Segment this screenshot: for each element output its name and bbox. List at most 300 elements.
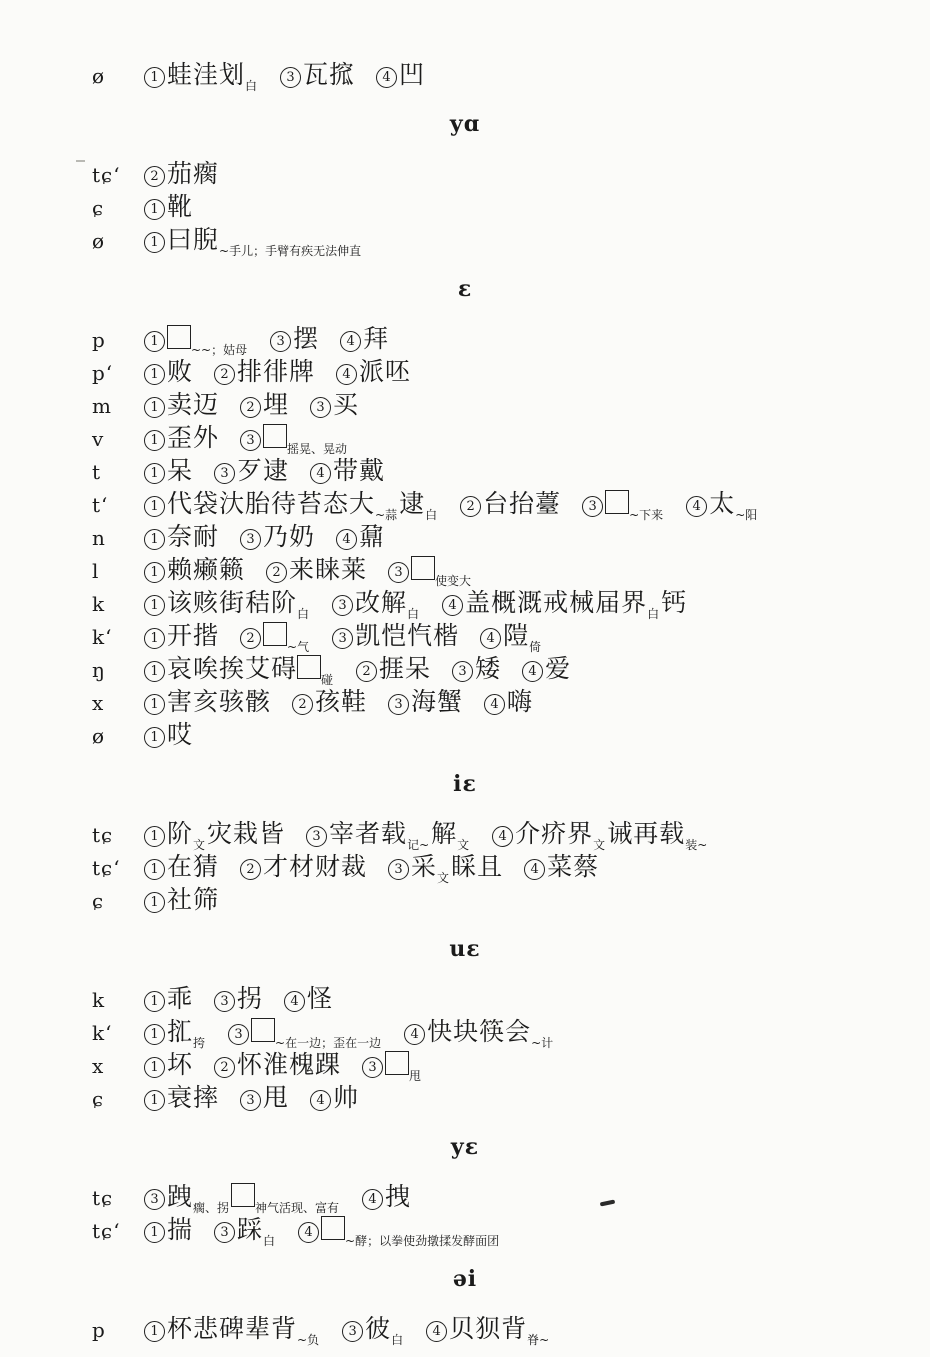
character-group: 才材财裁 [263, 852, 368, 881]
tone-item [310, 454, 385, 490]
tone-number: 2 [292, 694, 313, 715]
tone-number: 1 [144, 397, 165, 418]
tone-number: 3 [240, 1090, 261, 1111]
tone-item [214, 1213, 277, 1258]
annotation: 神气活现、富有 [255, 1201, 340, 1215]
initial-label: tɕ‘ [92, 856, 121, 880]
final-header: yɛ [450, 1134, 480, 1160]
tone-number: 3 [306, 826, 327, 847]
entry-row [0, 685, 930, 718]
tone-number: 2 [266, 562, 287, 583]
character-group: 甩 [263, 1083, 290, 1112]
annotation: 记~ [407, 838, 430, 852]
tone-number: 1 [144, 1090, 165, 1111]
scan-artifact [76, 160, 85, 162]
character-group: 矮 [475, 654, 502, 683]
tone-number: 3 [388, 859, 409, 880]
character-group: 宰者载 [329, 819, 408, 848]
character-group: 爱 [545, 654, 572, 683]
character-group: 哀唉挨艾碍 [167, 654, 298, 683]
tone-item [452, 652, 501, 688]
character-group: 埋 [263, 390, 290, 419]
character-group: 孩鞋 [315, 687, 368, 716]
character-group: 摆 [293, 324, 320, 353]
annotation: ~~；姑母 [191, 343, 248, 357]
entry-row [0, 982, 930, 1015]
tone-number: 1 [144, 595, 165, 616]
annotation: 倚 [529, 640, 542, 654]
final-section [0, 769, 930, 916]
final-header: iɛ [453, 771, 477, 797]
tone-item [356, 652, 431, 688]
tone-number: 4 [522, 661, 543, 682]
character-group: 改解 [355, 588, 408, 617]
character-group: 睬且 [451, 852, 504, 881]
character-group: 开揩 [167, 621, 220, 650]
final-section [0, 274, 930, 751]
annotation: 文 [457, 838, 470, 852]
tone-number: 4 [310, 463, 331, 484]
initial-label: ŋ [92, 658, 106, 682]
character-group: 靴 [167, 192, 194, 221]
character-group: 台抬薹 [483, 489, 562, 518]
tone-number: 4 [362, 1189, 383, 1210]
character-group: 怀淮槐踝 [237, 1050, 342, 1079]
annotation: 装~ [685, 838, 708, 852]
tone-item [376, 58, 425, 94]
tone-item [460, 487, 561, 523]
character-group: 呆 [167, 456, 194, 485]
entry-row [0, 718, 930, 751]
tone-number: 1 [144, 562, 165, 583]
tone-number: 1 [144, 496, 165, 517]
annotation: ~负 [297, 1333, 320, 1347]
character-group: 㧟 [167, 1017, 194, 1046]
tone-number: 2 [460, 496, 481, 517]
character-group: 奈耐 [167, 522, 220, 551]
tone-number: 1 [144, 727, 165, 748]
tone-item [686, 487, 759, 532]
tone-item [144, 685, 271, 721]
annotation: ~阳 [735, 508, 758, 522]
final-section [0, 1264, 930, 1345]
tone-number: 3 [388, 562, 409, 583]
character-group: 盖概溉戒械届界 [465, 588, 648, 617]
annotation: 碰 [321, 673, 334, 687]
tone-item [522, 652, 571, 688]
entry-row [0, 190, 930, 223]
character-group: 凹 [399, 60, 426, 89]
tone-number: 1 [144, 331, 165, 352]
tone-number: 4 [298, 1222, 319, 1243]
character-group: 灾栽皆 [207, 819, 286, 848]
entry-row [0, 388, 930, 421]
tone-item [144, 355, 193, 391]
tone-number: 4 [336, 529, 357, 550]
tone-number: 4 [492, 826, 513, 847]
tone-item [144, 883, 219, 919]
missing-character-box [167, 325, 191, 349]
character-group: 彼 [365, 1314, 392, 1343]
tone-number: 2 [356, 661, 377, 682]
tone-item [144, 223, 363, 268]
tone-item [426, 1312, 551, 1357]
entry-row [0, 1213, 930, 1246]
character-group: 介疥界 [515, 819, 594, 848]
tone-item [524, 850, 599, 886]
tone-item [144, 1048, 193, 1084]
entry-row [0, 487, 930, 520]
tone-number: 2 [214, 364, 235, 385]
character-group: 拽 [385, 1182, 412, 1211]
tone-item [144, 454, 193, 490]
tone-number: 4 [376, 67, 397, 88]
character-group: 诫再载 [607, 819, 686, 848]
tone-number: 3 [332, 595, 353, 616]
character-group: 瓦搲 [303, 60, 356, 89]
annotation: 脊~ [527, 1333, 550, 1347]
initial-label: k‘ [92, 625, 113, 649]
annotation: 使变大 [435, 574, 472, 588]
tone-item [362, 1051, 423, 1093]
character-group: 菜蔡 [547, 852, 600, 881]
character-group: 带戴 [333, 456, 386, 485]
initial-label: t‘ [92, 493, 109, 517]
entry-row [0, 421, 930, 454]
tone-number: 4 [310, 1090, 331, 1111]
missing-character-box [605, 490, 629, 514]
tone-number: 1 [144, 1024, 165, 1045]
missing-character-box [263, 424, 287, 448]
tone-number: 3 [240, 430, 261, 451]
initial-label: k [92, 592, 106, 616]
tone-item [144, 520, 219, 556]
tone-number: 2 [144, 166, 165, 187]
character-group: 社筛 [167, 885, 220, 914]
tone-number: 4 [686, 496, 707, 517]
character-group: 采 [411, 852, 438, 881]
character-group: 怪 [307, 984, 334, 1013]
tone-item [270, 322, 319, 358]
missing-character-box [411, 556, 435, 580]
character-group: 曰腉 [167, 225, 220, 254]
initial-label: ɕ [92, 889, 105, 913]
tone-item [144, 421, 219, 457]
tone-number: 1 [144, 430, 165, 451]
annotation: ~气 [287, 640, 310, 654]
character-group: 卖迈 [167, 390, 220, 419]
tone-number: 3 [332, 628, 353, 649]
tone-item [292, 685, 367, 721]
initial-label: tɕ [92, 823, 114, 847]
tone-number: 1 [144, 199, 165, 220]
character-group: 隑 [503, 621, 530, 650]
annotation: ~蒜 [375, 508, 398, 522]
tone-item [144, 1081, 219, 1117]
tone-number: 1 [144, 694, 165, 715]
tone-item [144, 58, 259, 103]
tone-number: 1 [144, 628, 165, 649]
character-group: 排徘牌 [237, 357, 316, 386]
final-section [0, 109, 930, 256]
tone-item [582, 490, 665, 532]
tone-item [340, 322, 389, 358]
tone-item [284, 982, 333, 1018]
tone-number: 2 [240, 628, 261, 649]
character-group: 杯悲碑辈背 [167, 1314, 298, 1343]
character-group: 哎 [167, 720, 194, 749]
tone-number: 3 [310, 397, 331, 418]
tone-number: 3 [452, 661, 473, 682]
tone-number: 3 [228, 1024, 249, 1045]
annotation: 文 [193, 838, 206, 852]
initial-label: m [92, 394, 112, 418]
character-group: 歪外 [167, 423, 220, 452]
missing-character-box [263, 622, 287, 646]
initial-label: v [92, 427, 105, 451]
initial-label: k [92, 988, 106, 1012]
tone-number: 4 [340, 331, 361, 352]
tone-item [442, 586, 687, 631]
tone-number: 1 [144, 1222, 165, 1243]
annotation: 白 [263, 1234, 276, 1248]
tone-number: 3 [582, 496, 603, 517]
annotation: 文 [593, 838, 606, 852]
final-header: uɛ [449, 936, 481, 962]
tone-number: 1 [144, 463, 165, 484]
tone-item [332, 619, 459, 655]
tone-item [144, 1312, 321, 1357]
missing-character-box [231, 1183, 255, 1207]
character-group: 派呸 [359, 357, 412, 386]
tone-number: 1 [144, 1057, 165, 1078]
entry-row [0, 1015, 930, 1048]
final-header: yɑ [449, 111, 481, 137]
tone-item [336, 355, 411, 391]
entry-row [0, 157, 930, 190]
initial-label: ɕ [92, 196, 105, 220]
annotation: 白 [391, 1333, 404, 1347]
initial-label: tɕ [92, 1186, 114, 1210]
tone-number: 1 [144, 661, 165, 682]
character-group: 败 [167, 357, 194, 386]
character-group: 帅 [333, 1083, 360, 1112]
character-group: 代袋汏胎待苔态大 [167, 489, 376, 518]
character-group: 衰摔 [167, 1083, 220, 1112]
tone-item [144, 619, 219, 655]
character-group: 捱呆 [379, 654, 432, 683]
initial-label: tɕ‘ [92, 163, 121, 187]
tone-item [144, 388, 219, 424]
tone-item [214, 454, 289, 490]
character-group: 赖癞籁 [167, 555, 246, 584]
final-header: ɛ [457, 276, 473, 302]
annotation: 白 [245, 79, 258, 93]
initial-label: ø [92, 64, 106, 88]
entry-row [0, 817, 930, 850]
entry-row [0, 1180, 930, 1213]
entry-row [0, 553, 930, 586]
missing-character-box [251, 1018, 275, 1042]
character-group: 太 [709, 489, 736, 518]
tone-item [266, 553, 367, 589]
character-group: 海蟹 [411, 687, 464, 716]
tone-number: 1 [144, 232, 165, 253]
initial-label: x [92, 1054, 105, 1078]
tone-number: 4 [480, 628, 501, 649]
entry-row [0, 850, 930, 883]
annotation: ~酵；以拳使劲撴揉发酵面团 [345, 1234, 500, 1248]
annotation: 甩 [409, 1069, 422, 1083]
annotation: ~下来 [629, 508, 664, 522]
final-section [0, 1132, 930, 1246]
tone-item [240, 520, 315, 556]
tone-item [404, 1015, 555, 1060]
character-group: 揣 [167, 1215, 194, 1244]
character-group: 乃奶 [263, 522, 316, 551]
annotation: 摇晃、晃动 [287, 442, 348, 456]
tone-number: 1 [144, 67, 165, 88]
tone-number: 3 [362, 1057, 383, 1078]
annotation: 白 [297, 607, 310, 621]
tone-item [240, 850, 367, 886]
initial-label: t [92, 460, 102, 484]
character-group: 来睐莱 [289, 555, 368, 584]
tone-number: 3 [214, 1222, 235, 1243]
tone-item [240, 1081, 289, 1117]
tone-item [144, 190, 193, 226]
tone-item [144, 157, 219, 193]
tone-item [144, 1213, 193, 1249]
tone-item [388, 850, 503, 895]
character-group: 害亥骇骸 [167, 687, 272, 716]
entry-row [0, 1081, 930, 1114]
character-group: 茄瘸 [167, 159, 220, 188]
initial-label: ø [92, 229, 106, 253]
character-group: 踩 [237, 1215, 264, 1244]
annotation: 挎 [193, 1036, 206, 1050]
tone-number: 1 [144, 892, 165, 913]
tone-number: 3 [144, 1189, 165, 1210]
character-group: 拐 [237, 984, 264, 1013]
initial-label: tɕ‘ [92, 1219, 121, 1243]
tone-number: 2 [240, 859, 261, 880]
tone-number: 1 [144, 826, 165, 847]
entry-row [0, 1312, 930, 1345]
character-group: 坏 [167, 1050, 194, 1079]
final-header: əi [452, 1266, 478, 1292]
tone-item [144, 553, 245, 589]
missing-character-box [321, 1216, 345, 1240]
final-section [0, 58, 930, 91]
initial-label: ɕ [92, 1087, 105, 1111]
tone-item [214, 982, 263, 1018]
tone-number: 1 [144, 859, 165, 880]
annotation: ~手儿；手臂有疾无法伸直 [219, 244, 362, 258]
entry-row [0, 322, 930, 355]
character-group: 该赅街秸阶 [167, 588, 298, 617]
tone-item [280, 58, 355, 94]
final-section [0, 934, 930, 1114]
entry-row [0, 58, 930, 91]
annotation: ~计 [531, 1036, 554, 1050]
tone-number: 4 [336, 364, 357, 385]
tone-number: 3 [388, 694, 409, 715]
annotation: 瘸、拐 [193, 1201, 230, 1215]
tone-number: 3 [270, 331, 291, 352]
tone-item [144, 850, 219, 886]
initial-label: p [92, 328, 106, 352]
initial-label: ø [92, 724, 106, 748]
character-group: 买 [333, 390, 360, 419]
character-group: 快块筷会 [427, 1017, 532, 1046]
tone-number: 1 [144, 529, 165, 550]
character-group: 钙 [661, 588, 688, 617]
character-group: 跩 [167, 1182, 194, 1211]
tone-number: 3 [342, 1321, 363, 1342]
tone-item [342, 1312, 405, 1357]
character-group: 逮 [399, 489, 426, 518]
entry-row [0, 355, 930, 388]
initial-label: x [92, 691, 105, 715]
character-group: 拜 [363, 324, 390, 353]
entry-row [0, 223, 930, 256]
initial-label: n [92, 526, 106, 550]
character-group: 解 [431, 819, 458, 848]
tone-item [144, 718, 193, 754]
tone-item [336, 520, 385, 556]
missing-character-box [385, 1051, 409, 1075]
annotation: ~在一边；歪在一边 [275, 1036, 382, 1050]
tone-number: 4 [442, 595, 463, 616]
tone-item [484, 685, 533, 721]
entry-row [0, 520, 930, 553]
tone-number: 2 [214, 1057, 235, 1078]
initial-label: l [92, 559, 100, 583]
annotation: 白 [425, 508, 438, 522]
tone-number: 4 [404, 1024, 425, 1045]
tone-number: 4 [426, 1321, 447, 1342]
tone-number: 3 [214, 463, 235, 484]
character-group: 歹逮 [237, 456, 290, 485]
initial-label: p‘ [92, 361, 114, 385]
missing-character-box [297, 655, 321, 679]
character-group: 嗨 [507, 687, 534, 716]
character-group: 贝狈背 [449, 1314, 528, 1343]
tone-number: 3 [280, 67, 301, 88]
tone-number: 2 [240, 397, 261, 418]
tone-item [214, 355, 315, 391]
tone-number: 3 [214, 991, 235, 1012]
initial-label: k‘ [92, 1021, 113, 1045]
tone-number: 1 [144, 991, 165, 1012]
tone-number: 4 [484, 694, 505, 715]
tone-number: 4 [524, 859, 545, 880]
tone-item [310, 1081, 359, 1117]
entry-row [0, 652, 930, 685]
tone-number: 1 [144, 364, 165, 385]
character-group: 乖 [167, 984, 194, 1013]
tone-item [310, 388, 359, 424]
character-group: 凯恺忾楷 [355, 621, 460, 650]
tone-number: 4 [284, 991, 305, 1012]
character-group: 在猜 [167, 852, 220, 881]
tone-number: 3 [240, 529, 261, 550]
character-group: 阶 [167, 819, 194, 848]
tone-item [144, 982, 193, 1018]
entry-row [0, 454, 930, 487]
entry-row [0, 586, 930, 619]
